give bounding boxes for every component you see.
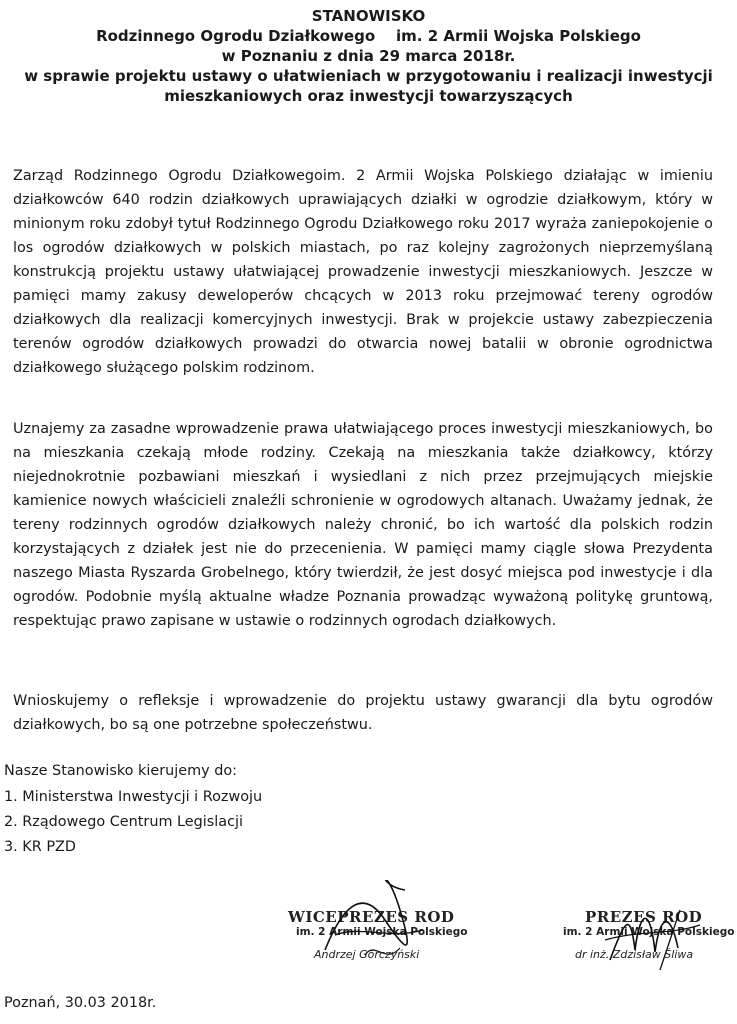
stamp-subtitle: im. 2 Armii Wojska Polskiego	[296, 926, 468, 938]
stamp-title: WICEPREZES ROD	[288, 908, 455, 926]
header-date: w Poznaniu z dnia 29 marca 2018r.	[221, 47, 516, 65]
place-date: Poznań, 30.03 2018r.	[4, 995, 157, 1011]
stamp-name: Andrzej Górczyński	[314, 948, 420, 961]
document-header	[0, 6, 737, 106]
stamp-subtitle: im. 2 Armii Wojska Polskiego	[563, 926, 735, 938]
header-subject-line1: w sprawie projektu ustawy o ułatwieniach w przygotowaniu i realizacji inwestycji	[24, 67, 713, 85]
right-signature	[600, 890, 710, 980]
recipient-item: 1. Ministerstwa Inwestycji i Rozwoju	[4, 789, 263, 805]
recipient-item: 3. KR PZD	[4, 839, 76, 855]
document-title: STANOWISKO	[311, 7, 426, 25]
left-signature	[305, 880, 435, 970]
paragraph-3: Wnioskujemy o refleksje i wprowadzenie do projektu ustawy gwarancji dla bytu ogrodów działkowych, bo są one potrzebne społeczeństwu.	[13, 693, 713, 733]
stamp-title: PREZES ROD	[585, 908, 703, 926]
header-organization: Rodzinnego Ogrodu Działkowego im. 2 Armii Wojska Polskiego	[96, 27, 641, 45]
recipients-intro: Nasze Stanowisko kierujemy do:	[4, 763, 238, 779]
paragraph-2: Uznajemy za zasadne wprowadzenie prawa ułatwiającego proces inwestycji mieszkaniowych, bo na mieszkania czekają młode rodziny. Czekają na mieszkania także działkowcy, którzy niejednokrotnie pozbawiani mieszkań i wysiedlani z nich przez przejmujących miejskie kamienice nowych właścicieli znaleźli schronienie w ogrodowych altanach. Uważamy jednak, że tereny rodzinnych ogrodów działkowych należy chronić, bo ich wartość dla polskich rodzin korzystających z działek jest nie do przecenienia. W pamięci mamy ciągle słowa Prezydenta naszego Miasta Ryszarda Grobelnego, który twierdził, że jest dosyć miejsca pod inwestycje i dla ogrodów. Podobnie myślą aktualne władze Poznania prowadząc wyważoną politykę gruntową, respektując prawo zapisane w ustawie o rodzinnych ogrodach działkowych.	[13, 421, 713, 629]
recipient-item: 2. Rządowego Centrum Legislacji	[4, 814, 244, 830]
header-subject-line2: mieszkaniowych oraz inwestycji towarzyszących	[164, 87, 573, 105]
stamp-name: dr inż. Zdzisław Śliwa	[575, 948, 694, 961]
paragraph-1: Zarząd Rodzinnego Ogrodu Działkowegoim. 2 Armii Wojska Polskiego działając w imieniu działkowców 640 rodzin działkowych uprawiających działki w ogrodzie działkowym, który w minionym roku zdobył tytuł Rodzinnego Ogrodu Działkowego roku 2017 wyraża zaniepokojenie o los ogrodów działkowych w polskich miastach, po raz kolejny zagrożonych nieprzemyślaną konstrukcją projektu ustawy ułatwiającej prowadzenie inwestycji mieszkaniowych. Jeszcze w pamięci mamy zakusy deweloperów chcących w 2013 roku przejmować tereny ogrodów działkowych dla realizacji komercyjnych inwestycji. Brak w projekcie ustawy zabezpieczenia terenów ogrodów działkowych prowadzi do otwarcia nowej batalii w obronie ogrodnictwa działkowego służącego polskim rodzinom.	[13, 168, 713, 376]
